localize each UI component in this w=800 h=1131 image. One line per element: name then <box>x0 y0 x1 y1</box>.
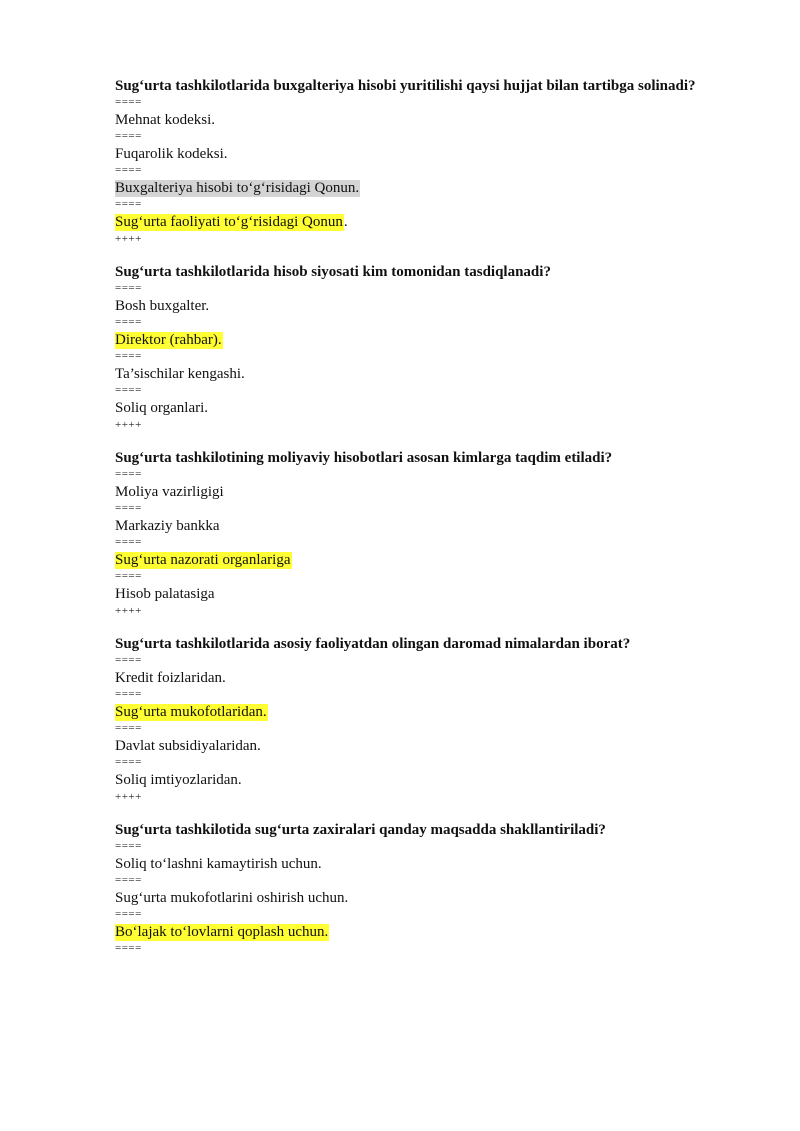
question-block <box>115 634 775 802</box>
answer-option <box>115 854 775 874</box>
answer-option <box>115 330 775 350</box>
option-separator: ==== <box>115 502 142 514</box>
option-separator: ==== <box>115 164 142 176</box>
option-separator: ==== <box>115 316 142 328</box>
question-block <box>115 820 775 953</box>
answer-text: Bosh buxgalter. <box>115 298 210 314</box>
highlighted-answer: Sug‘urta mukofotlaridan. <box>115 704 267 720</box>
answer-option <box>115 144 775 164</box>
answer-suffix: . <box>343 214 348 230</box>
answer-text: Soliq imtiyozlaridan. <box>115 772 242 788</box>
answer-text: Mehnat kodeksi. <box>115 112 215 128</box>
question-end-marker: ++++ <box>115 419 142 431</box>
question-text: Sug‘urta tashkilotlarida hisob siyosati kim tomonidan tasdiqlanadi? <box>115 264 551 280</box>
option-separator: ==== <box>115 942 142 954</box>
option-separator: ==== <box>115 722 142 734</box>
question-text: Sug‘urta tashkilotlarida asosiy faoliyatdan olingan daromad nimalardan iborat? <box>115 636 631 652</box>
answer-option <box>115 584 775 604</box>
answer-option <box>115 888 775 908</box>
answer-option <box>115 364 775 384</box>
question-block <box>115 262 775 430</box>
answer-option <box>115 482 775 502</box>
answer-text: Soliq organlari. <box>115 400 209 416</box>
option-separator: ==== <box>115 282 142 294</box>
option-separator: ==== <box>115 654 142 666</box>
question-block <box>115 76 775 244</box>
answer-option <box>115 212 775 232</box>
option-separator: ==== <box>115 96 142 108</box>
option-separator: ==== <box>115 688 142 700</box>
answer-text: Kredit foizlaridan. <box>115 670 226 686</box>
highlighted-answer: Bo‘lajak to‘lovlarni qoplash uchun. <box>115 924 329 940</box>
answer-option <box>115 296 775 316</box>
answer-text: Sug‘urta mukofotlarini oshirish uchun. <box>115 890 349 906</box>
answer-option <box>115 702 775 722</box>
question-block <box>115 448 775 616</box>
answer-option <box>115 736 775 756</box>
highlighted-answer: Direktor (rahbar). <box>115 332 222 348</box>
answer-text: Buxgalteriya hisobi to‘g‘risidagi Qonun. <box>115 180 360 196</box>
answer-text: Markaziy bankka <box>115 518 220 534</box>
option-separator: ==== <box>115 570 142 582</box>
question-end-marker: ++++ <box>115 791 142 803</box>
highlighted-answer: Sug‘urta faoliyati to‘g‘risidagi Qonun <box>115 214 343 230</box>
option-separator: ==== <box>115 384 142 396</box>
option-separator: ==== <box>115 874 142 886</box>
answer-option <box>115 770 775 790</box>
answer-option <box>115 668 775 688</box>
answer-option <box>115 178 775 198</box>
answer-option <box>115 550 775 570</box>
answer-text: Ta’sischilar kengashi. <box>115 366 245 382</box>
answer-option <box>115 922 775 942</box>
question-text: Sug‘urta tashkilotlarida buxgalteriya hisobi yuritilishi qaysi hujjat bilan tartibga solinadi? <box>115 78 696 94</box>
highlighted-answer: Sug‘urta nazorati organlariga <box>115 552 291 568</box>
answer-text: Hisob palatasiga <box>115 586 215 602</box>
option-separator: ==== <box>115 130 142 142</box>
option-separator: ==== <box>115 468 142 480</box>
option-separator: ==== <box>115 536 142 548</box>
option-separator: ==== <box>115 908 142 920</box>
answer-text: Moliya vazirligigi <box>115 484 224 500</box>
option-separator: ==== <box>115 756 142 768</box>
question-text: Sug‘urta tashkilotida sug‘urta zaxiralari qanday maqsadda shakllantiriladi? <box>115 822 606 838</box>
answer-text: Fuqarolik kodeksi. <box>115 146 228 162</box>
answer-option <box>115 516 775 536</box>
answer-option <box>115 398 775 418</box>
quiz-document <box>115 76 775 971</box>
answer-text: Soliq to‘lashni kamaytirish uchun. <box>115 856 322 872</box>
question-end-marker: ++++ <box>115 605 142 617</box>
option-separator: ==== <box>115 840 142 852</box>
question-end-marker: ++++ <box>115 233 142 245</box>
option-separator: ==== <box>115 198 142 210</box>
answer-text: Davlat subsidiyalaridan. <box>115 738 261 754</box>
answer-option <box>115 110 775 130</box>
question-text: Sug‘urta tashkilotining moliyaviy hisobotlari asosan kimlarga taqdim etiladi? <box>115 450 613 466</box>
option-separator: ==== <box>115 350 142 362</box>
